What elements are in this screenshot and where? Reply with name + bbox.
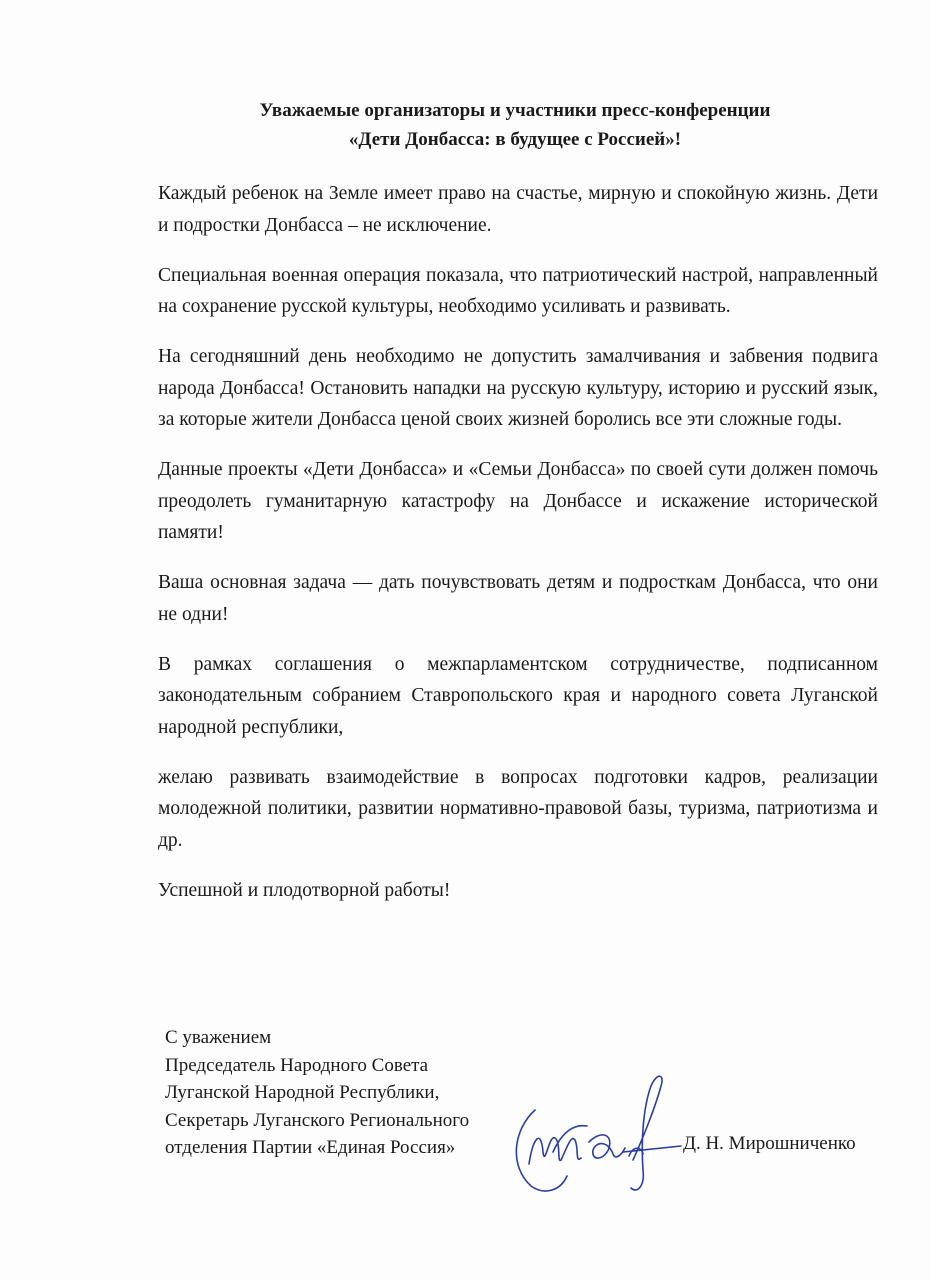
signer-name: Д. Н. Мирошниченко xyxy=(683,1133,856,1154)
closing-line-5: отделения Партии «Единая Россия» xyxy=(165,1137,456,1158)
closing-block xyxy=(165,1024,469,1162)
handwritten-signature xyxy=(505,1068,695,1198)
paragraph: Успешной и плодотворной работы! xyxy=(158,879,451,901)
paragraph: Каждый ребенок на Земле имеет право на счастье, мирную и спокойную жизнь. Дети и подростки Донбасса – не исключение. xyxy=(158,183,878,236)
paragraph: желаю развивать взаимодействие в вопросах подготовки кадров, реализации молодежной политики, развитии нормативно-правовой базы, туризма, патриотизма и др. xyxy=(158,766,878,851)
letter-heading xyxy=(100,96,930,154)
heading-line-2: «Дети Донбасса: в будущее с Россией»! xyxy=(348,129,682,150)
closing-line-2: Председатель Народного Совета xyxy=(165,1054,429,1076)
paragraph: Ваша основная задача — дать почувствовать детям и подросткам Донбасса, что они не одни! xyxy=(158,572,878,625)
paragraph: Данные проекты «Дети Донбасса» и «Семьи Донбасса» по своей сути должен помочь преодолеть гуманитарную катастрофу на Донбассе и искажение исторической памяти! xyxy=(158,459,878,543)
closing-line-1: С уважением xyxy=(165,1027,272,1048)
paragraph: Специальная военная операция показала, что патриотический настрой, направленный на сохранение русской культуры, необходимо усиливать и развивать. xyxy=(158,264,878,317)
paragraph: На сегодняшний день необходимо не допустить замалчивания и забвения подвига народа Донбасса! Остановить нападки на русскую культуру, историю и русский язык, за которые жители Донбасса ценой своих жизней боролись все эти сложные годы. xyxy=(158,346,878,430)
heading-line-1: Уважаемые организаторы и участники пресс-конференции xyxy=(259,100,771,121)
closing-line-4: Секретарь Луганского Регионального xyxy=(165,1109,470,1131)
letter-body xyxy=(158,178,878,925)
closing-line-3: Луганской Народной Республики, xyxy=(165,1082,440,1103)
paragraph: В рамках соглашения о межпарламентском сотрудничестве, подписанном законодательным собранием Ставропольского края и народного совета Луганской народной республики, xyxy=(158,653,878,738)
